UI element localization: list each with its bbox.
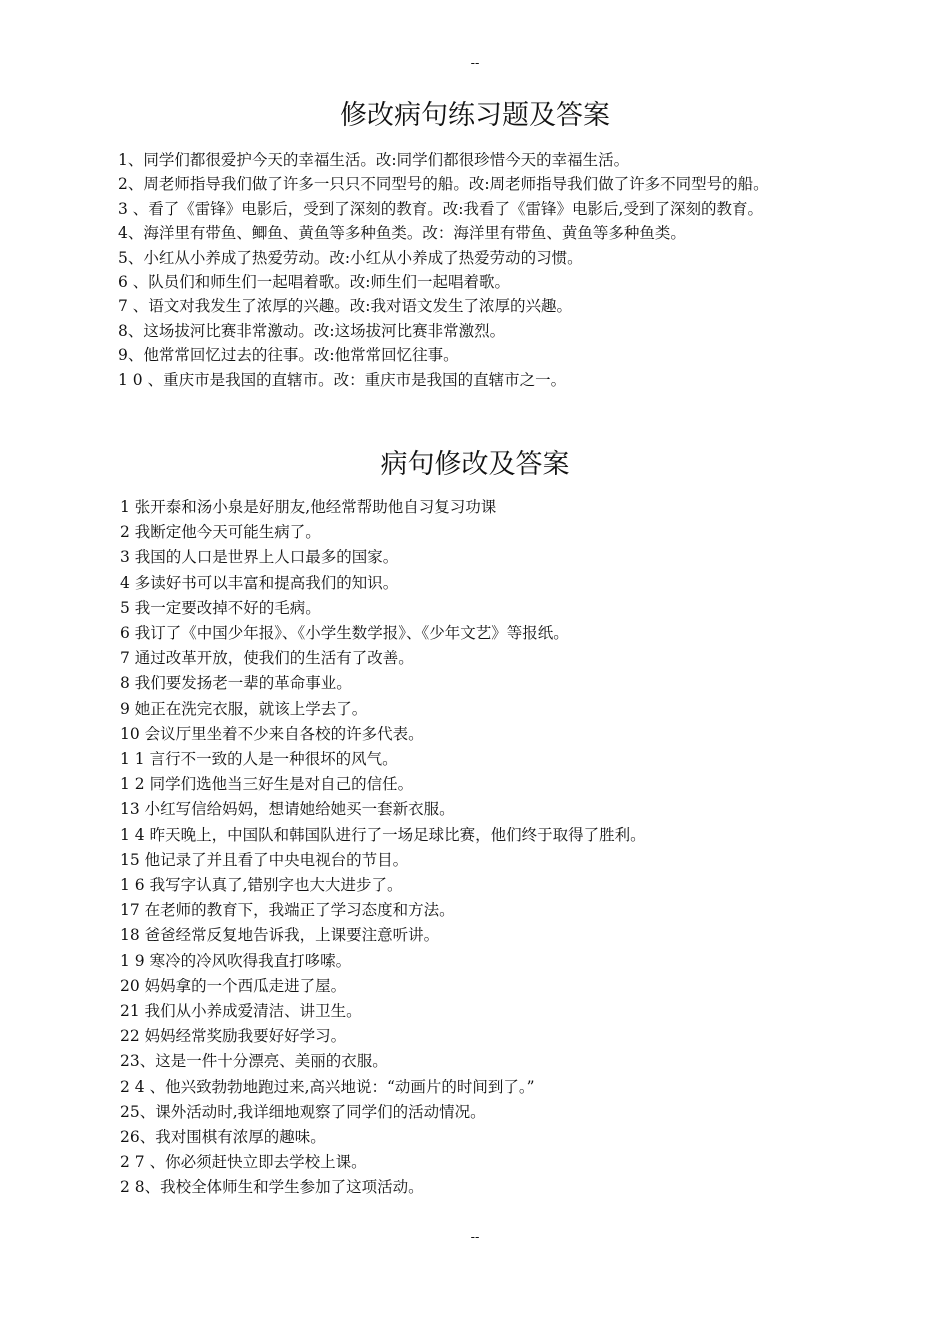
sentence-item: 7 、语文对我发生了浓厚的兴趣。改:我对语文发生了浓厚的兴趣。 xyxy=(118,297,573,316)
sentence-item: 13 小红写信给妈妈，想请她给她买一套新衣服。 xyxy=(120,800,455,819)
sentence-item: 2、周老师指导我们做了许多一只只不同型号的船。改:周老师指导我们做了许多不同型号的船。 xyxy=(118,175,769,194)
sentence-item: 1 2 同学们选他当三好生是对自己的信任。 xyxy=(120,775,414,794)
sentence-item: 21 我们从小养成爱清洁、讲卫生。 xyxy=(120,1002,362,1021)
sentence-item: 3 我国的人口是世界上人口最多的国家。 xyxy=(120,548,399,567)
sentence-item: 7 通过改革开放，使我们的生活有了改善。 xyxy=(120,649,414,668)
sentence-item: 6 我订了《中国少年报》、《小学生数学报》、《少年文艺》等报纸。 xyxy=(120,624,569,643)
sentence-item: 10 会议厅里坐着不少来自各校的许多代表。 xyxy=(120,724,424,743)
sentence-item: 5、小红从小养成了热爱劳动。改:小红从小养成了热爱劳动的习惯。 xyxy=(118,248,583,267)
page-footer-mark: -- xyxy=(470,1230,480,1245)
sentence-item: 15 他记录了并且看了中央电视台的节目。 xyxy=(120,850,409,869)
sentence-item: 1 张开泰和汤小泉是好朋友,他经常帮助他自习复习功课 xyxy=(120,498,497,516)
sentence-item: 1 1 言行不一致的人是一种很坏的风气。 xyxy=(120,750,398,769)
sentence-item: 2 4 、他兴致勃勃地跑过来,高兴地说：“动画片的时间到了。” xyxy=(120,1077,535,1096)
sentence-item: 26、我对围棋有浓厚的趣味。 xyxy=(120,1128,326,1147)
sentence-item: 1 6 我写字认真了,错别字也大大进步了。 xyxy=(120,876,403,895)
sentence-item: 1 9 寒冷的冷风吹得我直打哆嗦。 xyxy=(120,951,352,970)
page-header-mark: -- xyxy=(470,56,480,71)
sentence-item: 1 0 、重庆市是我国的直辖市。改：重庆市是我国的直辖市之一。 xyxy=(118,370,567,389)
sentence-item: 9 她正在洗完衣服，就该上学去了。 xyxy=(120,699,368,718)
sentence-item: 2 我断定他今天可能生病了。 xyxy=(120,523,321,542)
sentence-item: 18 爸爸经常反复地告诉我，上课要注意听讲。 xyxy=(120,926,440,945)
sentence-item: 6 、队员们和师生们一起唱着歌。改:师生们一起唱着歌。 xyxy=(118,273,511,292)
sentence-item: 5 我一定要改掉不好的毛病。 xyxy=(120,598,321,617)
sentence-item: 4 多读好书可以丰富和提高我们的知识。 xyxy=(120,573,399,592)
sentence-item: 1、同学们都很爱护今天的幸福生活。改:同学们都很珍惜今天的幸福生活。 xyxy=(118,151,630,169)
section-2-title: 病句修改及答案 xyxy=(380,449,570,480)
sentence-item: 2 8、我校全体师生和学生参加了这项活动。 xyxy=(120,1178,424,1197)
sentence-item: 25、课外活动时,我详细地观察了同学们的活动情况。 xyxy=(120,1102,486,1121)
section-1-title: 修改病句练习题及答案 xyxy=(340,100,610,131)
section-1-list xyxy=(88,148,868,392)
sentence-item: 9、他常常回忆过去的往事。改:他常常回忆往事。 xyxy=(118,346,459,365)
sentence-item: 4、海洋里有带鱼、鲫鱼、黄鱼等多种鱼类。改：海洋里有带鱼、黄鱼等多种鱼类。 xyxy=(118,224,686,243)
section-2-list xyxy=(120,495,880,1201)
sentence-item: 23、这是一件十分漂亮、美丽的衣服。 xyxy=(120,1052,388,1071)
sentence-item: 1 4 昨天晚上，中国队和韩国队进行了一场足球比赛，他们终于取得了胜利。 xyxy=(120,825,646,844)
sentence-item: 8 我们要发扬老一辈的革命事业。 xyxy=(120,674,352,693)
sentence-item: 22 妈妈经常奖励我要好好学习。 xyxy=(120,1027,347,1046)
sentence-item: 20 妈妈拿的一个西瓜走进了屋。 xyxy=(120,976,347,995)
sentence-item: 3 、看了《雷锋》电影后，受到了深刻的教育。改:我看了《雷锋》电影后,受到了深刻的教育。 xyxy=(118,199,763,218)
sentence-item: 2 7 、你必须赶快立即去学校上课。 xyxy=(120,1153,367,1172)
sentence-item: 8、这场拔河比赛非常激动。改:这场拔河比赛非常激烈。 xyxy=(118,321,506,340)
sentence-item: 17 在老师的教育下，我端正了学习态度和方法。 xyxy=(120,901,455,920)
